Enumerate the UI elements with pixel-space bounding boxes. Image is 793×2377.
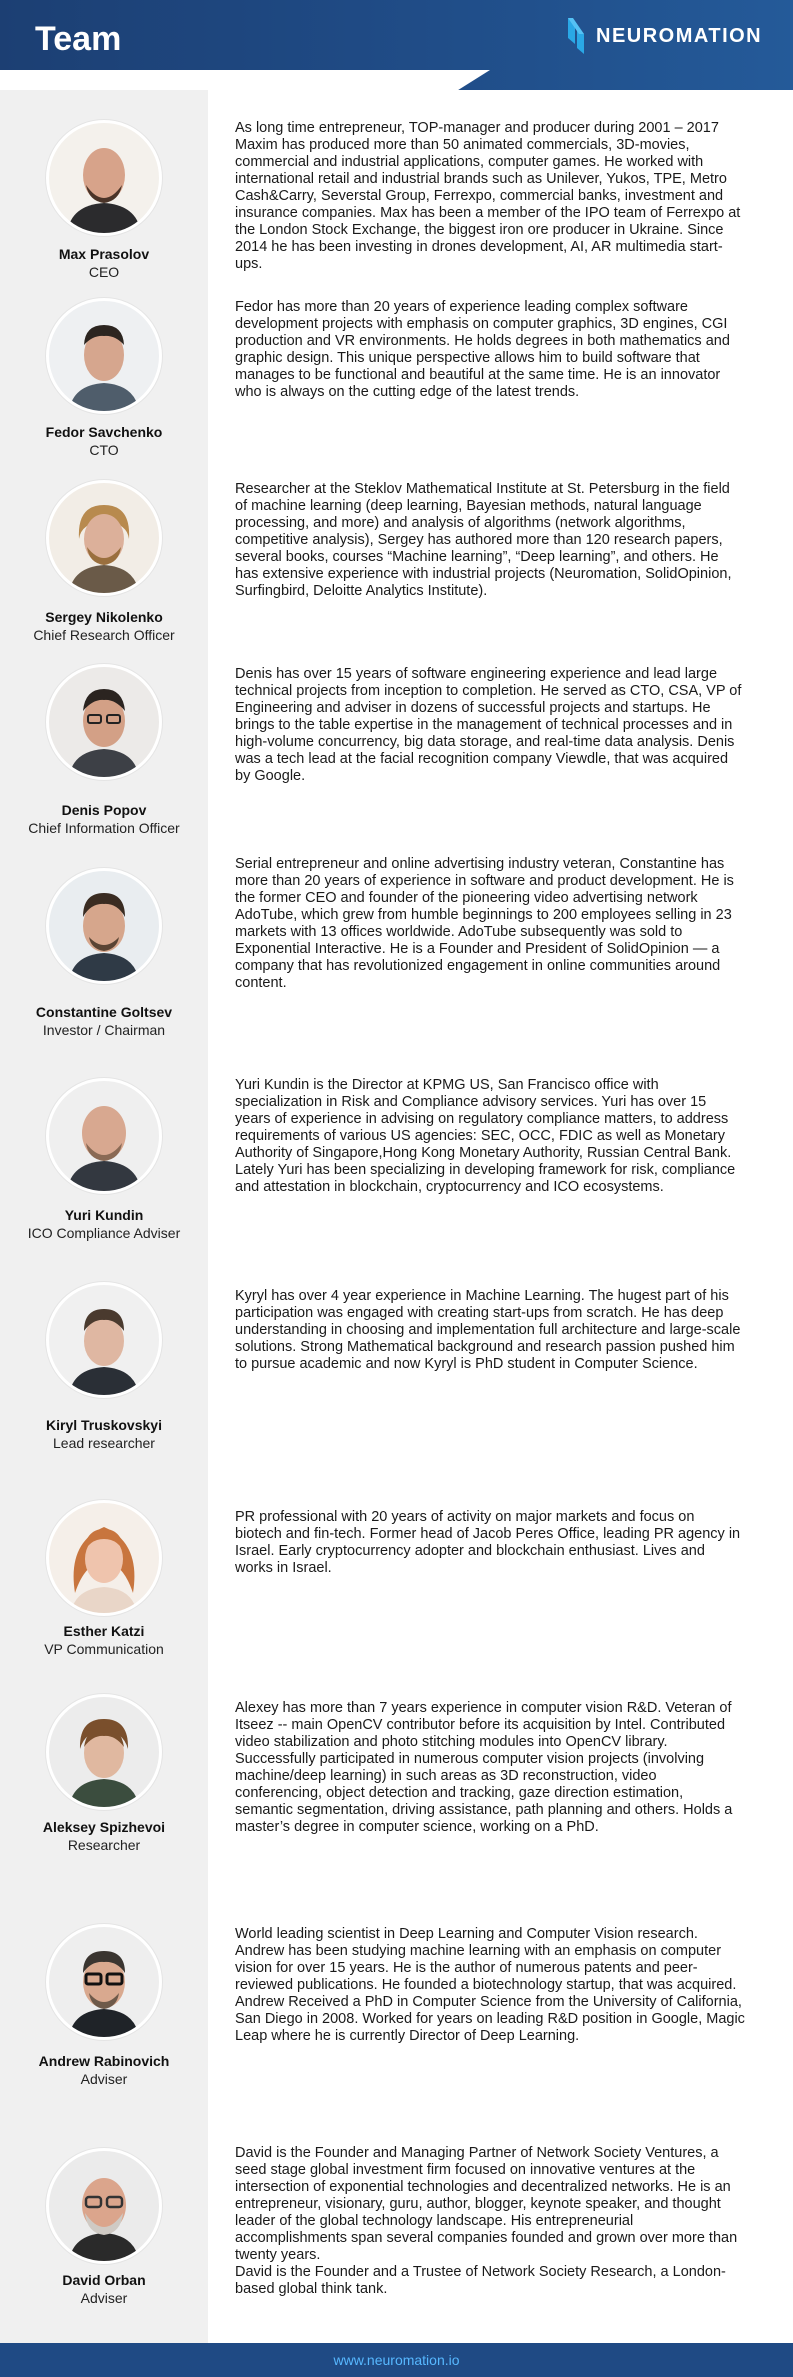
avatar — [46, 120, 162, 236]
member-role: Chief Information Officer — [28, 820, 180, 836]
member-bio: Fedor has more than 20 years of experience leading complex software development projects with emphasis on computer graphics, 3D engines, CGI production and VR environments. He holds degrees in both mathematics and graphic design. This unique perspective allows him to build software that manages to be functional and beautiful at the same time. He is an innovator who is always on the cutting edge of the latest trends. — [235, 299, 730, 400]
member-name: Kiryl Truskovskyi — [46, 1417, 162, 1433]
person-photo-icon — [49, 2151, 159, 2261]
member-name: Denis Popov — [61, 802, 147, 818]
avatar — [46, 664, 162, 780]
website-link[interactable]: www.neuromation.io — [333, 2352, 460, 2368]
member-role: Investor / Chairman — [42, 1022, 166, 1038]
neuromation-logo-icon — [564, 14, 588, 58]
logo-text: NEUROMATION — [596, 24, 763, 47]
member-bio: Kyryl has over 4 year experience in Machine Learning. The hugest part of his participation was engaged with creating start-ups from scratch. He has deep understanding in choosing and implementation full architecture and large-scale solutions. Strong Mathematical background and research passion pushed him to pursue academic and now Kyryl is PhD student in Computer Science. — [235, 1288, 741, 1372]
neuromation-logo — [564, 14, 762, 58]
person-photo-icon — [49, 483, 159, 593]
page-footer — [0, 2343, 793, 2377]
member-role: Adviser — [80, 2290, 128, 2306]
member-role: CEO — [88, 264, 120, 280]
member-role: ICO Compliance Adviser — [27, 1225, 181, 1241]
avatar — [46, 1694, 162, 1810]
person-photo-icon — [49, 301, 159, 411]
member-bio: PR professional with 20 years of activity on major markets and focus on biotech and fin-tech. Former head of Jacob Peres Office, leading PR agency in Israel. Early cryptocurrency adopter and blockchain enthusiast. Lives and works in Israel. — [235, 1509, 741, 1576]
member-name: Esther Katzi — [63, 1623, 145, 1639]
member-role: Researcher — [67, 1837, 141, 1853]
avatar — [46, 1078, 162, 1194]
header-notch — [0, 70, 793, 92]
person-photo-icon — [49, 123, 159, 233]
member-bio: As long time entrepreneur, TOP-manager and producer during 2001 – 2017 Maxim has produced more than 50 animated commercials, 3D-movies, commercial and industrial applications, computer games. He worked with international retail and industrial brands such as Unilever, Yukos, TPE, Metro Cash&Carry, Severstal Group, Ferrexpo, commercial banks, investment and insurance companies. Max has been a member of the IPO team of Ferrexpo at the London Stock Exchange, the biggest iron ore producer in Ukraine. Since 2014 he has been investing in drones development, AI, AR multimedia start-ups. — [235, 120, 741, 272]
avatar — [46, 1500, 162, 1616]
member-name: Max Prasolov — [58, 246, 150, 262]
avatar — [46, 2148, 162, 2264]
member-bio: Denis has over 15 years of software engineering experience and lead large technical projects from inception to completion. He served as CTO, CSA, VP of Engineering and adviser in dozens of successful projects and startups. He brings to the table expertise in the management of technical processes and in high-volume concurrency, big data storage, and real-time data analysis. Denis was a tech lead at the facial recognition company Viewdle, that was acquired by Google. — [235, 666, 742, 784]
member-name: Fedor Savchenko — [45, 424, 163, 440]
page-title: Team — [35, 20, 122, 58]
avatar — [46, 298, 162, 414]
avatar — [46, 868, 162, 984]
person-photo-icon — [49, 1285, 159, 1395]
member-bio: Alexey has more than 7 years experience in computer vision R&D. Veteran of Itseez -- main OpenCV contributor before its acquisition by Intel. Contributed video stabilization and photo stitching modules into OpenCV library. Successfully participated in numerous computer vision projects (involving machine/deep learning) in such areas as 3D reconstruction, video conferencing, object detection and tracking, gaze direction estimation, semantic segmentation, driving assistance, path planning and others. Holds a master’s degree in computer science, working on a PhD. — [235, 1700, 733, 1835]
person-photo-icon — [49, 1927, 159, 2037]
avatar — [46, 480, 162, 596]
member-role: CTO — [89, 442, 119, 458]
member-bio: Serial entrepreneur and online advertising industry veteran, Constantine has more than 20 years of experience in software and product development. He is the former CEO and founder of the pioneering video advertising network AdoTube, which grew from humble beginnings to 200 employees selling in 23 markets with 13 offices worldwide. AdoTube subsequently was sold to Exponential Interactive. He is a Founder and President of SolidOpinion — a company that has revolutionized engagement in online communities around content. — [235, 856, 734, 991]
member-bio: Researcher at the Steklov Mathematical Institute at St. Petersburg in the field of machine learning (deep learning, Bayesian methods, natural language processing, and more) and analysis of algorithms (network algorithms, competitive analysis), Sergey has authored more than 120 research papers, several books, courses “Machine learning”, “Deep learning”, and others. He has extensive experience with industrial projects (Neuromation, SolidOpinion, Surfingbird, Deloitte Analytics Institute). — [235, 481, 732, 599]
person-photo-icon — [49, 1081, 159, 1191]
person-photo-icon — [49, 667, 159, 777]
member-role: Adviser — [80, 2071, 128, 2087]
person-photo-icon — [49, 1503, 159, 1613]
avatar — [46, 1282, 162, 1398]
member-bio: David is the Founder and Managing Partner of Network Society Ventures, a seed stage global investment firm focused on innovative ventures at the intersection of exponential technologies and decentralized networks. He is an entrepreneur, visionary, guru, author, blogger, keynote speaker, and thought leader of the global technology landscape. His entrepreneurial accomplishments span several companies founded and grown over more than twenty years. David is the Founder and a Trustee of Network Society Research, a London-based global think tank. — [235, 2145, 738, 2297]
member-name: Sergey Nikolenko — [45, 609, 163, 625]
avatar — [46, 1924, 162, 2040]
member-bio: Yuri Kundin is the Director at KPMG US, San Francisco office with specialization in Risk and Compliance advisory services. Yuri has over 15 years of experience in advising on regulatory compliance matters, to address requirements of various US agencies: SEC, OCC, FDIC as well as Monetary Authority of Singapore,Hong Kong Monetary Authority, Russian Central Bank. Lately Yuri has been specializing in developing framework for risk, compliance and attestation in blockchain, cryptocurrency and ICO ecosystems. — [235, 1077, 736, 1195]
person-photo-icon — [49, 1697, 159, 1807]
member-name: Constantine Goltsev — [35, 1004, 173, 1020]
member-name: David Orban — [62, 2272, 146, 2288]
person-photo-icon — [49, 871, 159, 981]
member-name: Aleksey Spizhevoi — [42, 1819, 166, 1835]
member-bio: World leading scientist in Deep Learning and Computer Vision research. Andrew has been studying machine learning with an emphasis on computer vision for over 15 years. He is the author of numerous patents and peer-reviewed publications. He founded a biotechnology startup, that was acquired. Andrew Received a PhD in Computer Science from the University of California, San Diego in 2008. Worked for years on leading R&D position in Google, Magic Leap where he is currently Director of Deep Learning. — [235, 1926, 745, 2044]
member-role: Lead researcher — [53, 1435, 155, 1451]
member-name: Yuri Kundin — [64, 1207, 144, 1223]
member-name: Andrew Rabinovich — [38, 2053, 170, 2069]
member-role: Chief Research Officer — [33, 627, 175, 643]
member-role: VP Communication — [44, 1641, 164, 1657]
